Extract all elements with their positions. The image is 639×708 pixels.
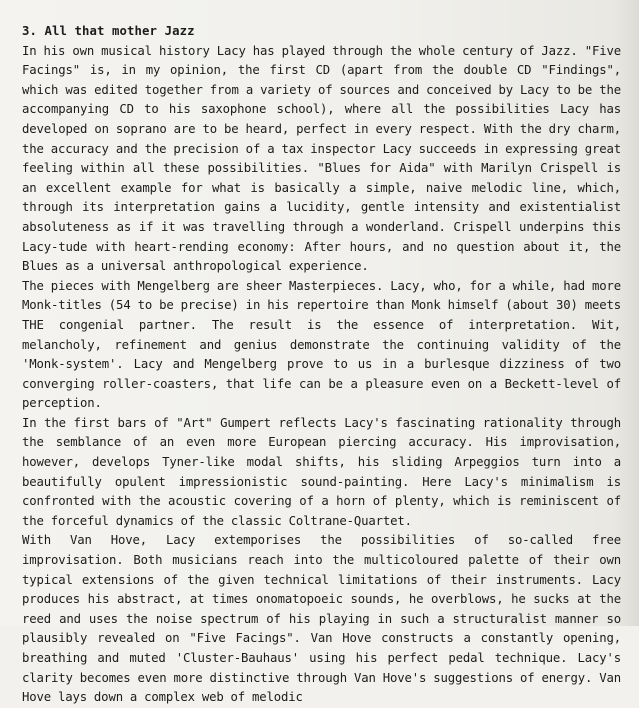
section-heading: 3. All that mother Jazz (22, 24, 195, 38)
paragraph-mengelberg: The pieces with Mengelberg are sheer Masterpieces. Lacy, who, for a while, had more Monk-titles (54 to be precise) in his repertoire than Monk himself (about 30) meets THE congenial partner. The result is the essence of interpretation. Wit, melancholy, refinement and genius demonstrate the continuing validity of the 'Monk-system'. Lacy and Mengelberg prove to us in a burlesque dizziness of two converging roller-coasters, that life can be a pleasure even on a Beckett-level of perception. (22, 278, 621, 411)
paragraph-gumpert: In the first bars of "Art" Gumpert reflects Lacy's fascinating rationality through the semblance of an even more European piercing accuracy. His improvisation, however, develops Tyner-like modal shifts, his sliding Arpeggios turn into a beautifully opulent impressionistic sound-painting. Here Lacy's minimalism is confronted with the acoustic covering of a horn of plenty, which is reminiscent of the forceful dynamics of the classic Coltrane-Quartet. (22, 415, 621, 528)
paragraph-van-hove: With Van Hove, Lacy extemporises the possibilities of so-called free improvisation. Both musicians reach into the multicoloured palette of their own typical extensions of the given technical limitations of their instruments. Lacy produces his abstract, at times onomatopoeic sounds, he overblows, he sucks at the reed and uses the noise spectrum of his playing in such a structuralist manner so plausibly revealed on "Five Facings". Van Hove constructs a constantly opening, breathing and muted 'Cluster-Bauhaus' using his perfect pedal technique. Lacy's clarity becomes even more distinctive through Van Hove's suggestions of energy. Van Hove lays down a complex web of melodic (22, 533, 621, 705)
paragraph-five-facings: In his own musical history Lacy has played through the whole century of Jazz. "Five Facings" is, in my opinion, the first CD (apart from the double CD "Findings", which was edited together from a variety of sources and conceived by Lacy to be the accompanying CD to his saxophone school), where all the possibilities Lacy has developed on soprano are to be heard, perfect in every respect. With the dry charm, the accuracy and the precision of a tax inspector Lacy succeeds in expressing great feeling within all these possibilities. "Blues for Aida" with Marilyn Crispell is an excellent example for what is basically a simple, naive melodic line, which, through its interpretation gains a lucidity, gentle intensity and existentialist absoluteness as if it was travelling through a wonderland. Crispell underpins this Lacy-tude with heart-rending economy: After hours, and no question about it, the Blues as a universal anthropological experience. (22, 43, 621, 274)
